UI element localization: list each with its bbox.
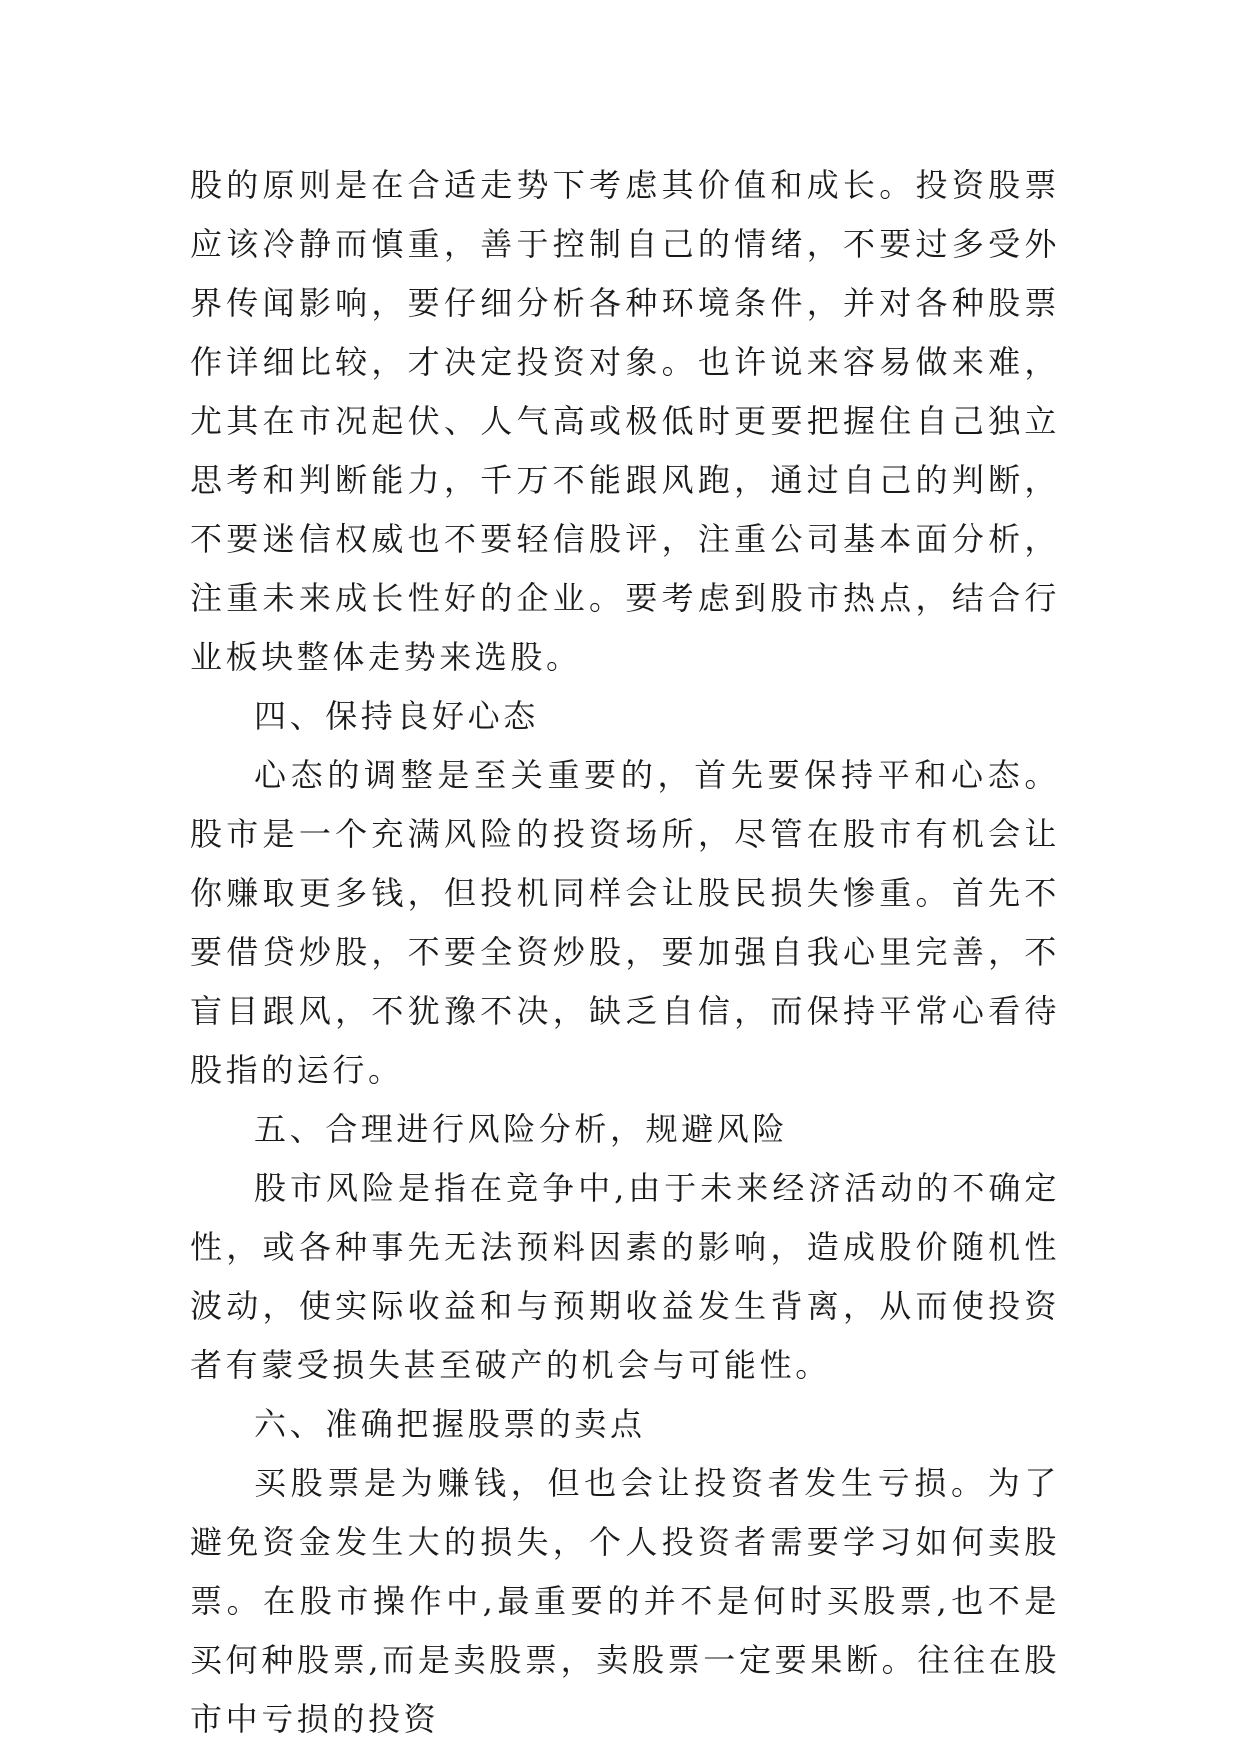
section-heading: 五、合理进行风险分析，规避风险	[254, 1110, 789, 1148]
document-page	[190, 156, 1060, 1749]
section-heading: 六、准确把握股票的卖点	[254, 1405, 646, 1443]
section-heading: 四、保持良好心态	[254, 697, 539, 735]
body-paragraph: 股市风险是指在竞争中,由于未来经济活动的不确定性，或各种事先无法预料因素的影响，造成股价随机性波动，使实际收益和与预期收益发生背离，从而使投资者有蒙受损失甚至破产的机会与可能性。	[190, 1169, 1060, 1384]
body-paragraph: 股的原则是在合适走势下考虑其价值和成长。投资股票应该冷静而慎重，善于控制自己的情绪，不要过多受外界传闻影响，要仔细分析各种环境条件，并对各种股票作详细比较，才决定投资对象。也许说来容易做来难，尤其在市况起伏、人气高或极低时更要把握住自己独立思考和判断能力，千万不能跟风跑，通过自己的判断，不要迷信权威也不要轻信股评，注重公司基本面分析，注重未来成长性好的企业。要考虑到股市热点，结合行业板块整体走势来选股。	[190, 166, 1060, 676]
body-paragraph: 买股票是为赚钱，但也会让投资者发生亏损。为了避免资金发生大的损失，个人投资者需要学习如何卖股票。在股市操作中,最重要的并不是何时买股票,也不是买何种股票,而是卖股票，卖股票一定要果断。往往在股市中亏损的投资	[190, 1464, 1060, 1738]
body-paragraph: 心态的调整是至关重要的，首先要保持平和心态。股市是一个充满风险的投资场所，尽管在股市有机会让你赚取更多钱，但投机同样会让股民损失惨重。首先不要借贷炒股，不要全资炒股，要加强自我心里完善，不盲目跟风，不犹豫不决，缺乏自信，而保持平常心看待股指的运行。	[190, 756, 1060, 1089]
